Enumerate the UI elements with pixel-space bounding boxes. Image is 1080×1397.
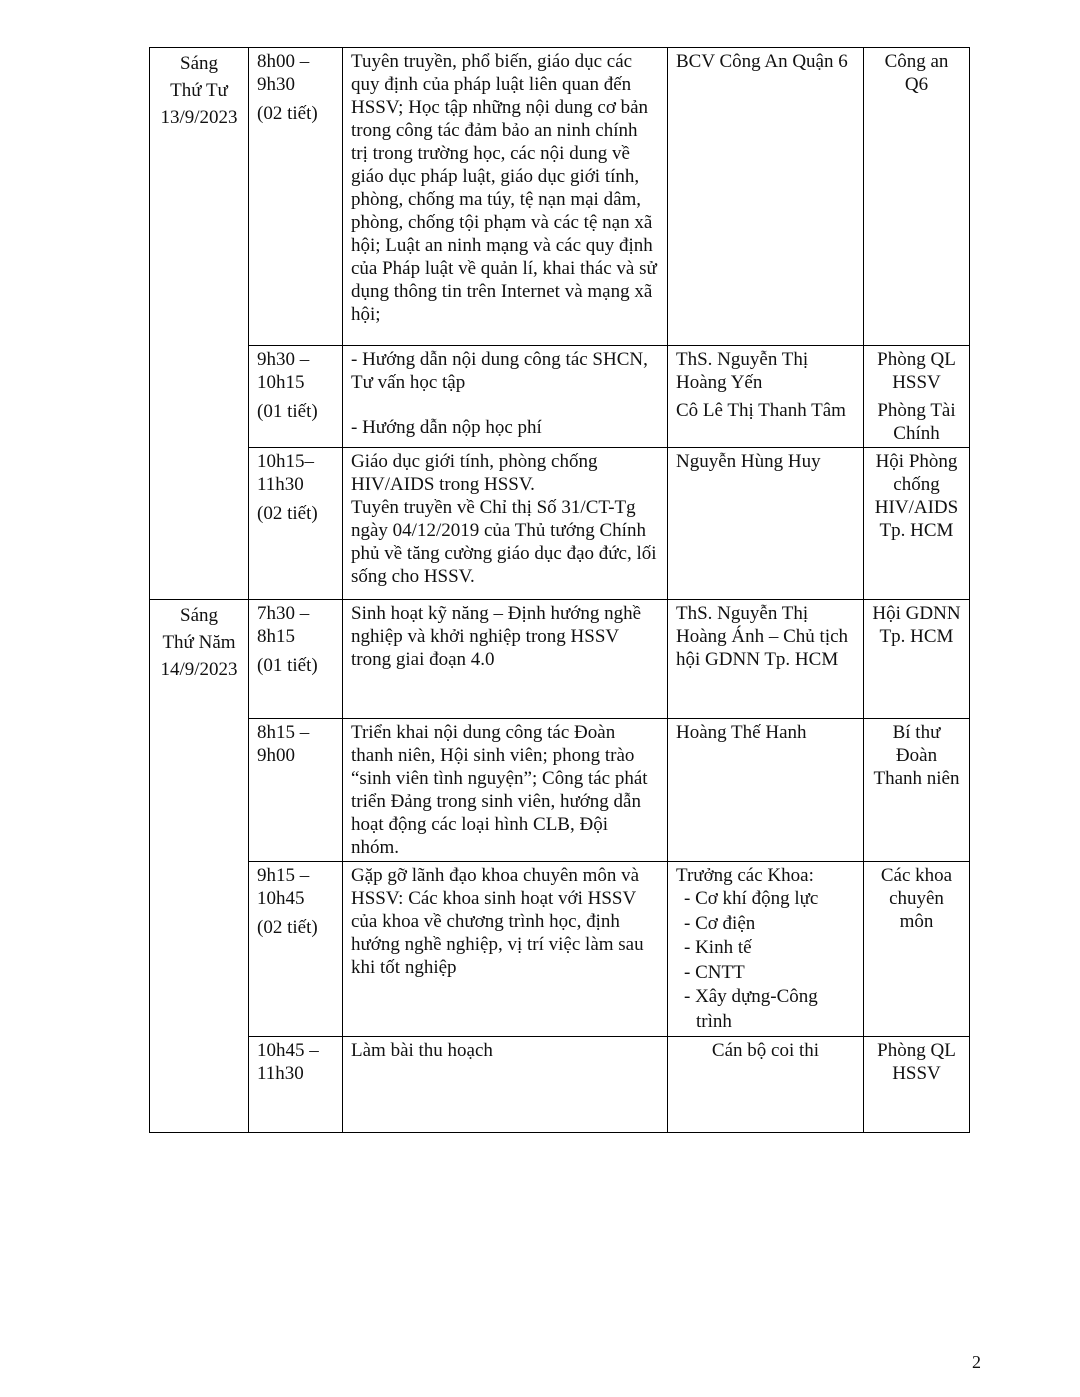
duration: (02 tiết) bbox=[257, 503, 318, 524]
unit-cell bbox=[864, 600, 970, 719]
unit-text: Phòng Tài Chính bbox=[877, 400, 956, 444]
time-cell bbox=[249, 346, 343, 448]
duration: (02 tiết) bbox=[257, 103, 318, 124]
time-start: 7h30 – bbox=[257, 603, 310, 624]
time-end: 11h30 bbox=[257, 474, 304, 495]
time-start: 8h15 – bbox=[257, 722, 310, 743]
time-cell bbox=[249, 862, 343, 1037]
speaker-cell bbox=[668, 346, 864, 448]
duration: (01 tiết) bbox=[257, 655, 318, 676]
unit-cell bbox=[864, 862, 970, 1037]
time-end: 8h15 bbox=[257, 626, 295, 647]
speaker-cell bbox=[668, 719, 864, 862]
content-text: - Hướng dẫn nội dung công tác SHCN, Tư vấn học tập bbox=[351, 349, 648, 393]
day-cell bbox=[150, 48, 249, 600]
table-row bbox=[150, 719, 970, 862]
time-end: 10h15 bbox=[257, 372, 305, 393]
content-cell bbox=[343, 719, 668, 862]
unit-text: Hội GDNN Tp. HCM bbox=[872, 603, 961, 647]
unit-text: Phòng QL HSSV bbox=[877, 349, 956, 393]
content-cell bbox=[343, 448, 668, 600]
table-row bbox=[150, 600, 970, 719]
unit-cell bbox=[864, 719, 970, 862]
content-text: Gặp gỡ lãnh đạo khoa chuyên môn và HSSV: Các khoa sinh hoạt với HSSV của khoa về chương trình học, định hướng nghề nghiệp, vị trí việc làm sau khi tốt nghiệp bbox=[351, 865, 644, 978]
speaker-cell bbox=[668, 1037, 864, 1133]
content-text: Sinh hoạt kỹ năng – Định hướng nghề nghiệp và khởi nghiệp trong HSSV trong giai đoạn 4.0 bbox=[351, 603, 642, 670]
time-start: 9h15 – bbox=[257, 865, 310, 886]
unit-cell bbox=[864, 346, 970, 448]
schedule-table bbox=[149, 47, 970, 1133]
speaker-text: ThS. Nguyễn Thị Hoàng Yến bbox=[676, 349, 809, 393]
weekday-label: Thứ Tư bbox=[170, 80, 228, 101]
speaker-cell bbox=[668, 48, 864, 346]
time-end: 11h30 bbox=[257, 1063, 304, 1084]
time-start: 10h45 – bbox=[257, 1040, 319, 1061]
content-text: Giáo dục giới tính, phòng chống HIV/AIDS trong HSSV. bbox=[351, 451, 598, 495]
list-item: - Xây dựng-Công trình bbox=[684, 986, 818, 1032]
day-label: Sáng bbox=[180, 53, 218, 74]
speaker-text: Hoàng Thế Hanh bbox=[676, 722, 807, 743]
list-item: - Cơ điện bbox=[684, 912, 756, 934]
unit-text: Công an Q6 bbox=[884, 51, 949, 95]
faculty-list bbox=[676, 887, 855, 1034]
unit-cell bbox=[864, 1037, 970, 1133]
time-start: 10h15– bbox=[257, 451, 314, 472]
unit-text: Hội Phòng chống HIV/AIDS Tp. HCM bbox=[874, 451, 959, 541]
time-cell bbox=[249, 48, 343, 346]
date-label: 14/9/2023 bbox=[160, 659, 238, 680]
date-label: 13/9/2023 bbox=[160, 107, 238, 128]
day-cell bbox=[150, 600, 249, 1133]
time-end: 9h00 bbox=[257, 745, 295, 766]
unit-text: Phòng QL HSSV bbox=[877, 1040, 956, 1084]
time-start: 9h30 – bbox=[257, 349, 310, 370]
day-label: Sáng bbox=[180, 605, 218, 626]
list-item: - Kinh tế bbox=[684, 937, 752, 958]
content-cell bbox=[343, 1037, 668, 1133]
speaker-cell bbox=[668, 862, 864, 1037]
content-cell bbox=[343, 600, 668, 719]
content-text: Làm bài thu hoạch bbox=[351, 1040, 493, 1061]
unit-text: Bí thư Đoàn Thanh niên bbox=[873, 722, 960, 789]
speaker-cell bbox=[668, 600, 864, 719]
time-start: 8h00 – bbox=[257, 51, 310, 72]
table-row bbox=[150, 346, 970, 448]
list-item: - Cơ khí động lực bbox=[684, 888, 819, 909]
content-cell bbox=[343, 862, 668, 1037]
speaker-cell bbox=[668, 448, 864, 600]
time-cell bbox=[249, 448, 343, 600]
speaker-text: Trưởng các Khoa: bbox=[676, 865, 814, 886]
content-text: Tuyên truyền về Chỉ thị Số 31/CT-Tg ngày 04/12/2019 của Thủ tướng Chính phủ về tăng cường giáo dục đạo đức, lối sống cho HSSV. bbox=[351, 497, 657, 587]
speaker-text: ThS. Nguyễn Thị Hoàng Ánh – Chủ tịch hội GDNN Tp. HCM bbox=[676, 603, 849, 670]
content-text: Triển khai nội dung công tác Đoàn thanh niên, Hội sinh viên; phong trào “sinh viên tình nguyện”; Công tác phát triển Đảng trong sinh viên, hướng dẫn hoạt động các loại hình CLB, Đội nhóm. bbox=[351, 722, 648, 858]
list-item: - CNTT bbox=[684, 961, 745, 983]
page-number: 2 bbox=[972, 1352, 981, 1372]
speaker-text: Nguyễn Hùng Huy bbox=[676, 451, 821, 472]
table-row bbox=[150, 862, 970, 1037]
speaker-text: BCV Công An Quận 6 bbox=[676, 51, 848, 72]
speaker-text: Cán bộ coi thi bbox=[711, 1040, 820, 1061]
table-row bbox=[150, 1037, 970, 1133]
weekday-label: Thứ Năm bbox=[162, 632, 236, 653]
unit-cell bbox=[864, 448, 970, 600]
duration: (01 tiết) bbox=[257, 401, 318, 422]
content-cell bbox=[343, 346, 668, 448]
speaker-text: Cô Lê Thị Thanh Tâm bbox=[676, 400, 846, 421]
content-text: - Hướng dẫn nộp học phí bbox=[351, 417, 542, 438]
content-text: Tuyên truyền, phổ biến, giáo dục các quy định của pháp luật liên quan đến HSSV; Học tập những nội dung cơ bản trong công tác đảm bảo an ninh chính trị trong trường học, các nội dung về giáo dục pháp luật, giáo dục giới tính, phòng, chống ma túy, tệ nạn mại dâm, phòng, chống tội phạm và các tệ nạn xã hội; Luật an ninh mạng và các quy định của Pháp luật về quản lí, khai thác và sử dụng thông tin trên Internet và mạng xã hội; bbox=[351, 51, 657, 325]
time-end: 10h45 bbox=[257, 888, 305, 909]
time-cell bbox=[249, 600, 343, 719]
time-end: 9h30 bbox=[257, 74, 295, 95]
table-row bbox=[150, 448, 970, 600]
unit-text: Các khoa chuyên môn bbox=[880, 865, 953, 932]
table-row bbox=[150, 48, 970, 346]
content-cell bbox=[343, 48, 668, 346]
time-cell bbox=[249, 719, 343, 862]
duration: (02 tiết) bbox=[257, 917, 318, 938]
time-cell bbox=[249, 1037, 343, 1133]
unit-cell bbox=[864, 48, 970, 346]
